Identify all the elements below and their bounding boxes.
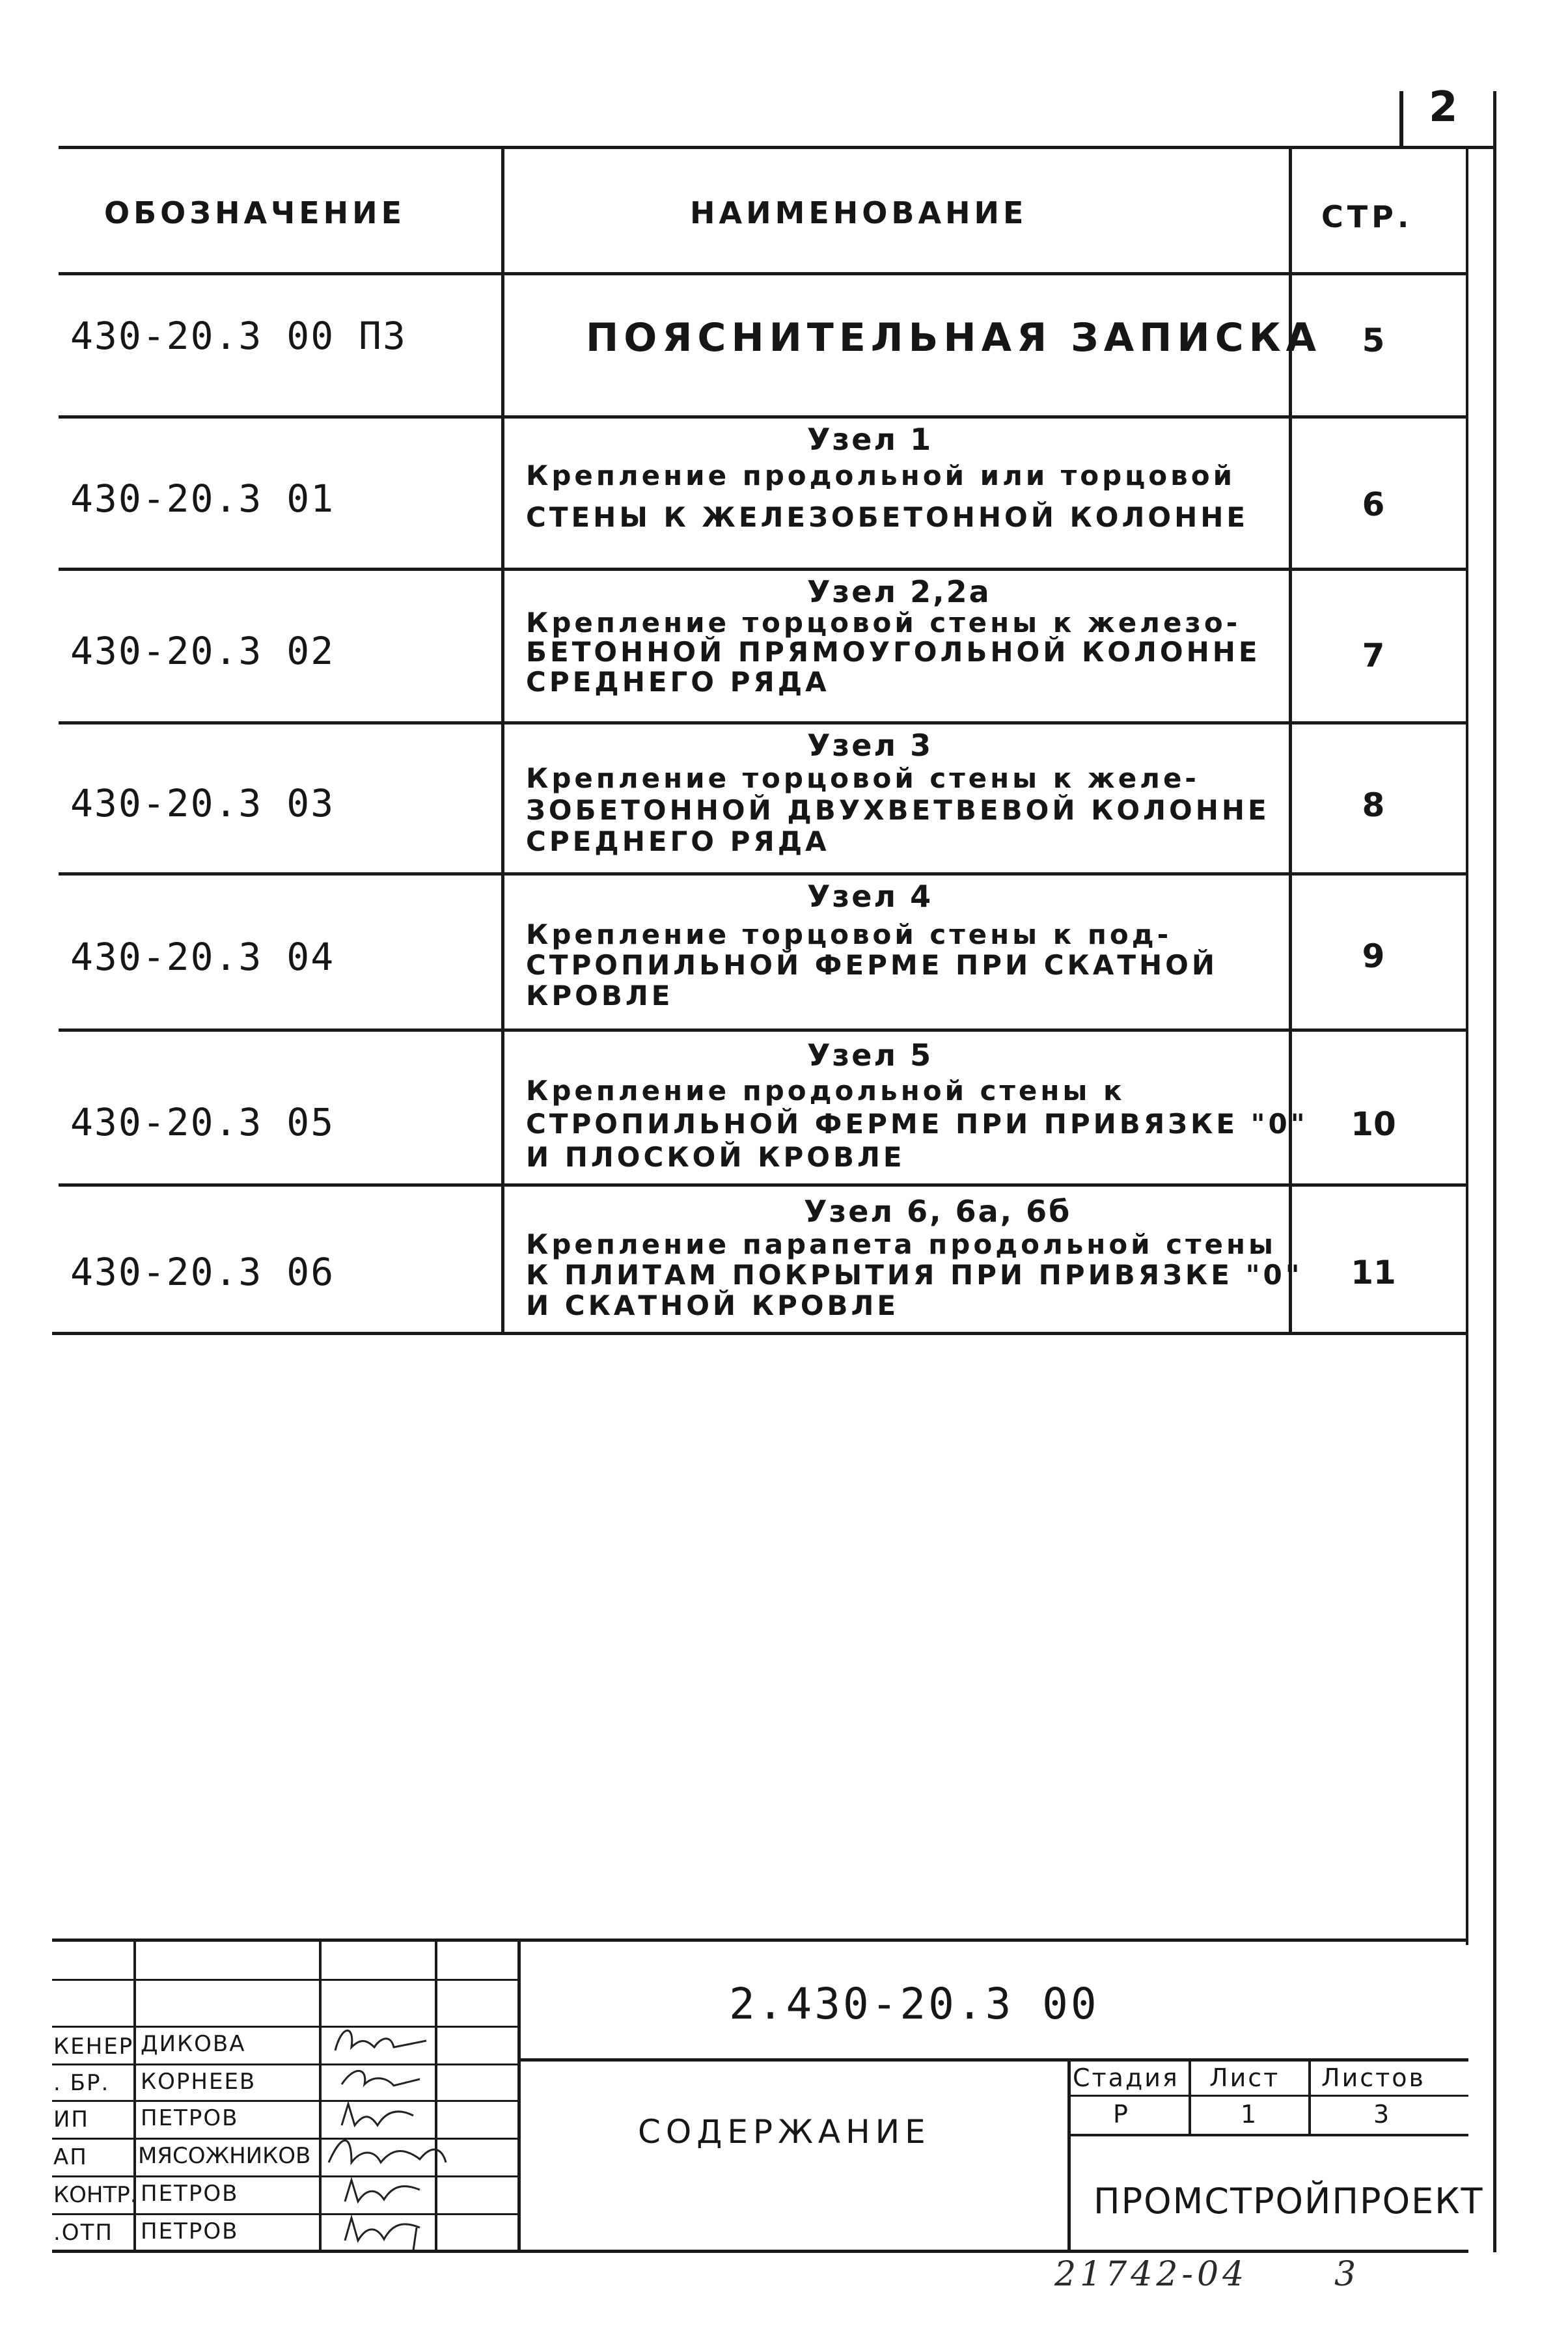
stamp-col-name (319, 1939, 322, 2251)
row-2-line-2: СРЕДНЕГО РЯДА (526, 665, 830, 698)
row-5-node: Узел 5 (807, 1038, 933, 1073)
row-1-page: 6 (1362, 486, 1385, 523)
row-line-header (59, 272, 1466, 275)
signature-petrov-3 (329, 2208, 433, 2254)
row-2-code: 430-20.3 02 (70, 629, 335, 673)
row-3-desc (526, 763, 1270, 858)
stamp-person-line-1 (52, 2063, 517, 2065)
stamp-code-line (521, 2058, 1468, 2062)
stamp-name-3: МЯСОЖНИКОВ (138, 2143, 311, 2169)
frame-right-outer (1493, 91, 1496, 2252)
stamp-col-date (517, 1939, 521, 2251)
stamp-role-5: .ОТП (53, 2220, 113, 2246)
signature-korneev (329, 2058, 433, 2097)
header-name: НАИМЕНОВАНИЕ (690, 195, 1028, 230)
stamp-bottom-line (52, 2250, 1468, 2253)
row-line-7 (52, 1332, 1466, 1335)
row-4-desc (526, 919, 1218, 1011)
row-3-line-1: ЗОБЕТОННОЙ ДВУХВЕТВЕВОЙ КОЛОННЕ (526, 794, 1270, 826)
stamp-person-line-5 (52, 2213, 517, 2215)
row-1-desc (526, 460, 1248, 534)
stamp-name-1: КОРНЕЕВ (141, 2069, 256, 2095)
sheet-number: 2 (1429, 83, 1458, 131)
row-6-desc (526, 1229, 1303, 1321)
row-6-line-1: К ПЛИТАМ ПОКРЫТИЯ ПРИ ПРИВЯЗКЕ "0" (526, 1259, 1303, 1291)
row-6-line-0: Крепление парапета продольной стены (526, 1228, 1276, 1260)
signature-myasozhnikov (322, 2130, 452, 2175)
stamp-title: СОДЕРЖАНИЕ (638, 2113, 931, 2151)
stamp-stage-val-line (1067, 2134, 1468, 2136)
row-1-line-0: Крепление продольной или торцовой (526, 460, 1236, 491)
row-5-line-0: Крепление продольной стены к (526, 1075, 1125, 1107)
row-line-1 (59, 415, 1466, 419)
stamp-stage-col (1067, 2058, 1071, 2251)
row-0-code: 430-20.3 00 П3 (70, 314, 407, 358)
stamp-name-5: ПЕТРОВ (141, 2218, 239, 2244)
stamp-sheet-col (1189, 2058, 1191, 2135)
frame-right-inner (1466, 148, 1468, 1945)
row-6-line-2: И СКАТНОЙ КРОВЛЕ (526, 1290, 900, 1322)
signature-dikova (329, 2018, 433, 2063)
row-6-page: 11 (1351, 1254, 1396, 1291)
footer-page-number: 3 (1334, 2255, 1356, 2294)
signature-petrov-2 (329, 2170, 433, 2209)
row-line-4 (59, 872, 1466, 876)
stamp-stage-value: Р (1113, 2100, 1130, 2129)
archive-number: 21742-04 (1054, 2255, 1248, 2294)
row-4-line-0: Крепление торцовой стены к под- (526, 918, 1172, 950)
stamp-role-1: . БР. (53, 2070, 110, 2096)
stamp-stage-label: Стадия (1073, 2063, 1179, 2092)
row-line-3 (59, 721, 1466, 724)
stamp-sheets-value: 3 (1373, 2100, 1392, 2129)
row-2-line-1: БЕТОННОЙ ПРЯМОУГОЛЬНОЙ КОЛОННЕ (526, 636, 1261, 669)
stamp-organization: ПРОМСТРОЙПРОЕКТ (1093, 2181, 1484, 2222)
row-6-node: Узел 6, 6а, 6б (804, 1194, 1072, 1229)
row-1-line-1: СТЕНЫ К ЖЕЛЕЗОБЕТОННОЙ КОЛОННЕ (526, 501, 1249, 534)
stamp-grid-line-a (52, 1979, 517, 1981)
row-2-page: 7 (1362, 637, 1385, 674)
row-5-desc (526, 1074, 1308, 1174)
stamp-sheets-col (1308, 2058, 1311, 2135)
row-3-code: 430-20.3 03 (70, 781, 335, 825)
header-designation: ОБОЗНАЧЕНИЕ (104, 195, 406, 230)
row-3-line-0: Крепление торцовой стены к желе- (526, 762, 1200, 794)
stamp-person-line-2 (52, 2100, 517, 2102)
stamp-stage-head-line (1067, 2095, 1468, 2097)
stamp-role-3: АП (53, 2144, 88, 2170)
col-divider-1 (501, 148, 504, 1333)
stamp-doc-code: 2.430-20.3 00 (729, 1979, 1099, 2029)
row-4-line-2: КРОВЛЕ (526, 980, 674, 1012)
row-1-node: Узел 1 (807, 422, 933, 457)
sheet-box-divider (1399, 91, 1403, 148)
row-4-node: Узел 4 (807, 879, 933, 914)
row-4-code: 430-20.3 04 (70, 935, 335, 979)
row-4-line-1: СТРОПИЛЬНОЙ ФЕРМЕ ПРИ СКАТНОЙ (526, 949, 1218, 982)
stamp-sheet-value: 1 (1241, 2100, 1259, 2129)
row-1-code: 430-20.3 01 (70, 476, 335, 521)
stamp-role-0: КЕНЕР (53, 2034, 134, 2060)
stamp-sheets-label: Листов (1321, 2063, 1425, 2092)
table-top-line (59, 146, 1494, 149)
stamp-role-4: КОНТР. (53, 2182, 137, 2208)
row-line-5 (59, 1028, 1466, 1032)
stamp-top-line (52, 1939, 1468, 1942)
row-3-page: 8 (1362, 786, 1385, 824)
stamp-name-0: ДИКОВА (141, 2031, 246, 2057)
row-line-2 (59, 568, 1466, 571)
row-5-line-2: И ПЛОСКОЙ КРОВЛЕ (526, 1141, 905, 1174)
row-5-line-1: СТРОПИЛЬНОЙ ФЕРМЕ ПРИ ПРИВЯЗКЕ "0" (526, 1108, 1308, 1140)
row-line-6 (59, 1183, 1466, 1187)
stamp-col-sign (435, 1939, 437, 2251)
row-5-code: 430-20.3 05 (70, 1100, 335, 1144)
stamp-role-2: ИП (53, 2106, 89, 2132)
header-page: СТР. (1321, 199, 1413, 234)
stamp-sheet-label: Лист (1209, 2063, 1280, 2092)
row-5-page: 10 (1351, 1105, 1396, 1143)
row-3-line-2: СРЕДНЕГО РЯДА (526, 825, 830, 858)
row-6-code: 430-20.3 06 (70, 1250, 335, 1294)
stamp-person-line-top (52, 2026, 517, 2028)
stamp-name-4: ПЕТРОВ (141, 2181, 239, 2207)
row-2-line-0: Крепление торцовой стены к железо- (526, 607, 1241, 639)
row-4-page: 9 (1362, 937, 1385, 975)
row-0-title: ПОЯСНИТЕЛЬНАЯ ЗАПИСКА (586, 315, 1322, 361)
stamp-person-line-4 (52, 2175, 517, 2177)
row-0-page: 5 (1362, 322, 1385, 359)
row-3-node: Узел 3 (807, 728, 933, 763)
row-2-desc (526, 608, 1261, 697)
row-2-node: Узел 2,2а (807, 574, 991, 609)
signature-petrov-1 (329, 2096, 433, 2135)
stamp-name-2: ПЕТРОВ (141, 2105, 239, 2131)
